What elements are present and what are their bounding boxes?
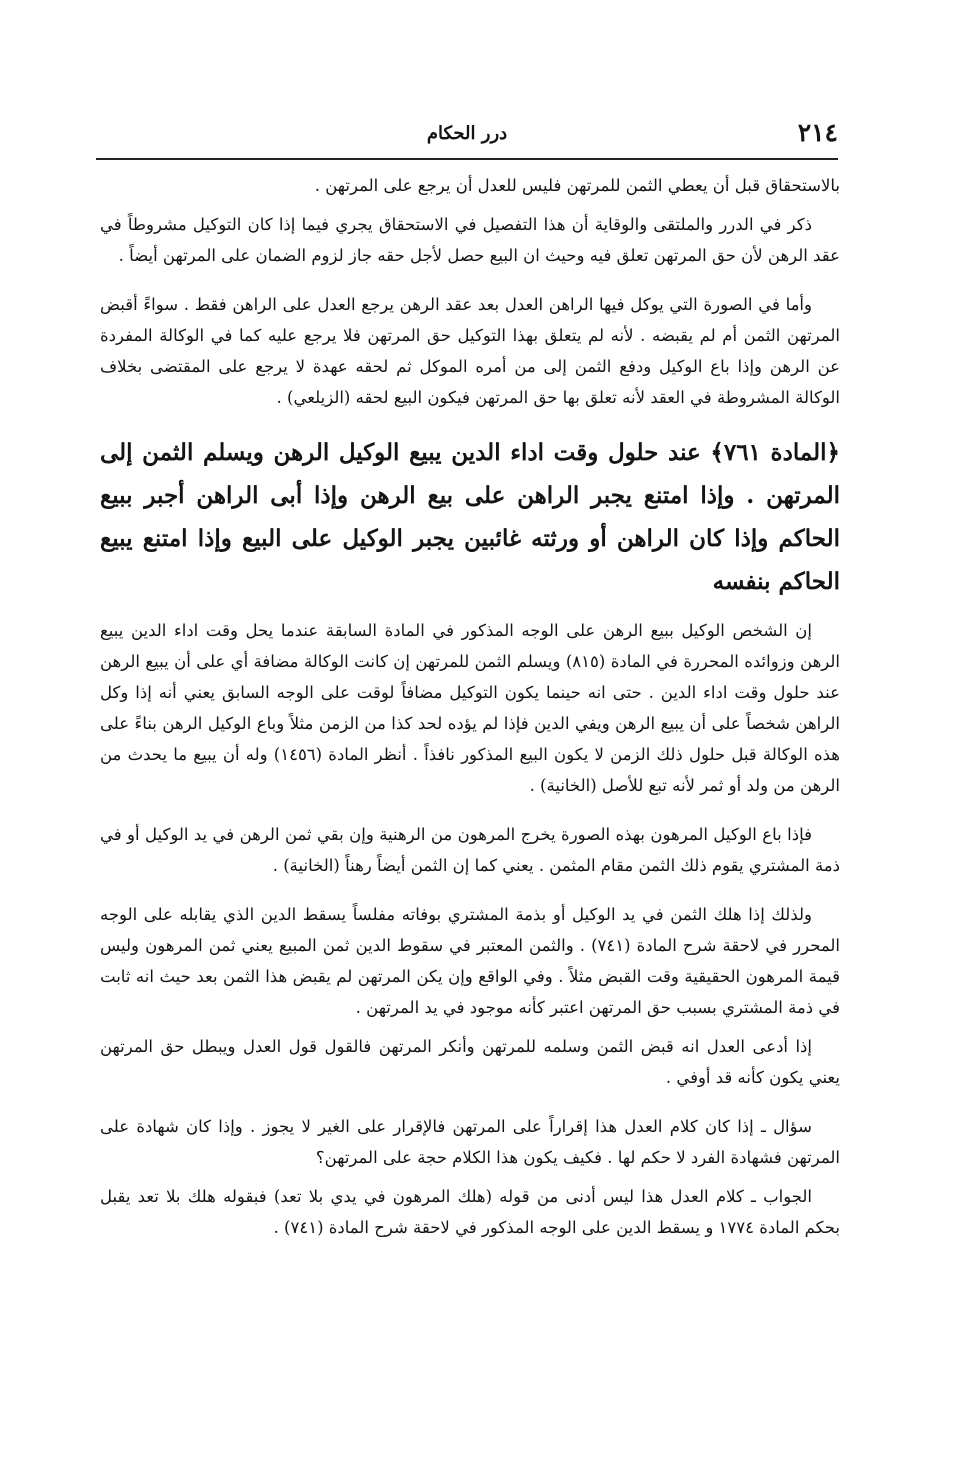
page-header	[96, 118, 838, 160]
paragraph-claim: إذا أدعى العدل انه قبض الثمن وسلمه للمرتهن وأنكر المرتهن فالقول قول العدل ويبطل حق المرتهن يعني يكون كأنه قد أوفي .	[100, 1037, 840, 1087]
paragraph-answer: الجواب ـ كلام العدل هذا ليس أدنى من قوله (هلك المرهون في يدي بلا تعد) فبقوله هلك بلا تعد يقبل بحكم المادة ١٧٧٤ و يسقط الدين على الوجه المذكور في لاحقة شرح المادة (٧٤١) .	[100, 1187, 840, 1237]
paragraph-continuation: بالاستحقاق قبل أن يعطي الثمن للمرتهن فليس للعدل أن يرجع على المرتهن .	[314, 176, 840, 195]
paragraph-durar-note: ذكر في الدرر والملتقى والوقاية أن هذا التفصيل في الاستحقاق يجري فيما إذا كان التوكيل مشروطاً في عقد الرهن لأن حق المرتهن تعلق فيه وحيث ان البيع حصل لأجل حقه جاز لزوم الضمان على المرتهن أيضاً .	[100, 215, 840, 265]
paragraph-price-loss: ولذلك إذا هلك الثمن في يد الوكيل أو بذمة المشتري بوفاته مفلساً يسقط الدين الذي يقابله على الوجه المحرر في لاحقة شرح المادة (٧٤١) . والثمن المعتبر في سقوط الدين ثمن المبيع يعني ثمن المرهون وليس قيمة المرهون الحقيقية وقت القبض مثلاً . وفي الواقع وإن يكن المرتهن لم يقبض هذا الثمن بعد حيث انه ثابت في ذمة المشتري بسبب حق المرتهن اعتبر كأنه موجود في يد المرتهن .	[100, 905, 840, 1017]
paragraph-agent-sale: إن الشخص الوكيل ببيع الرهن على الوجه المذكور في المادة السابقة عندما يحل وقت اداء الدين يبيع الرهن وزوائده المحررة في المادة (٨١٥) ويسلم الثمن للمرتهن إن كانت الوكالة مضافة أي على أن يبيع الرهن عند حلول وقت اداء الدين . حتى انه حينما يكون التوكيل مضافاً لوقت على الوجه السابق يعني أنه إذا وكل الراهن شخصاً على أن يبيع الرهن ويفي الدين فإذا لم يؤده لحد كذا من الزمن مثلاً وباع الوكيل الرهن بناءً على هذه الوكالة قبل حلول ذلك الزمن لا يكون البيع المذكور نافذاً . أنظر المادة (١٤٥٦) وله أن يبيع ما يحدث من الرهن من ولد أو ثمر لأنه تبع للأصل (الخانية) .	[100, 621, 840, 795]
article-761-heading: ﴿المادة ٧٦١﴾ عند حلول وقت اداء الدين يبيع الوكيل الرهن ويسلم الثمن إلى المرتهن . وإذا امتنع يجبر الراهن على بيع الرهن وإذا أبى الراهن أجبر ببيع الحاكم وإذا كان الراهن أو ورثته غائبين يجبر الوكيل على البيع وإذا امتنع يبيع الحاكم بنفسه	[100, 439, 840, 595]
paragraph-pledge-release: فإذا باع الوكيل المرهون بهذه الصورة يخرج المرهون من الرهنية وإن بقي ثمن الرهن في يد الوكيل أو في ذمة المشتري يقوم ذلك الثمن مقام المثمن . يعني كما إن الثمن أيضاً رهناً (الخانية) .	[100, 825, 840, 875]
running-title: درر الحكام	[426, 123, 508, 144]
page-number: ٢١٤	[797, 118, 838, 147]
paragraph-question: سؤال ـ إذا كان كلام العدل هذا إقراراً على المرتهن فالإقرار على الغير لا يجوز . وإذا كان شهادة على المرتهن فشهادة الفرد لا حكم لها . فكيف يكون هذا الكلام حجة على المرتهن؟	[100, 1117, 840, 1167]
paragraph-separate-agency: وأما في الصورة التي يوكل فيها الراهن العدل بعد عقد الرهن يرجع العدل على الراهن فقط . سواءً أقبض المرتهن الثمن أم لم يقبضه . لأنه لم يتعلق بهذا التوكيل حق المرتهن فلا يرجع عليه كما في الوكالة المفردة عن الرهن وإذا باع الوكيل ودفع الثمن إلى من أمره الموكل ثم لحقه عهدة لا يرجع على المقتضى بخلاف الوكالة المشروطة في العقد لأنه تعلق بها حق المرتهن فيكون البيع لحقه (الزيلعي) .	[100, 295, 840, 407]
page-body	[100, 170, 840, 1251]
